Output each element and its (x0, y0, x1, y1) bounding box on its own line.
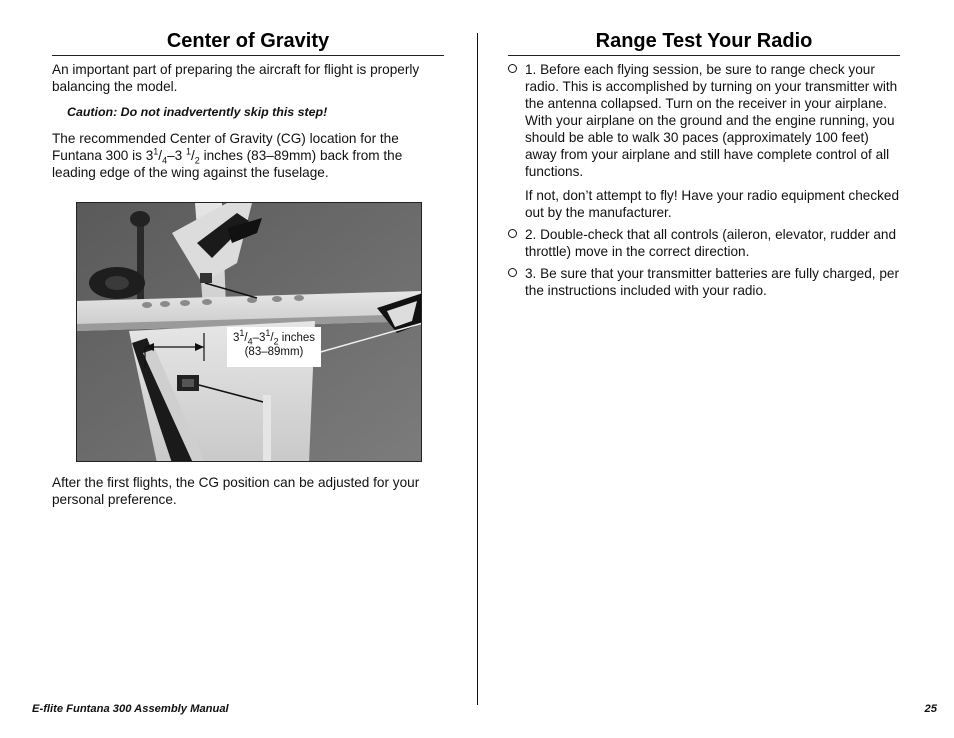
checklist-item-3 (508, 265, 900, 299)
footer-page-number: 25 (924, 703, 937, 715)
checkbox-circle-icon[interactable] (508, 64, 517, 73)
cg-location-paragraph: The recommended Center of Gravity (CG) location for the Funtana 300 is $3^1/_4-3$ $^1/_2$ inches (83–89mm) back from the leading edge of the wing against the fuselage. (52, 131, 403, 180)
cg-intro-paragraph: An important part of preparing the aircraft for flight is properly balancing the model. (52, 62, 420, 94)
cg-measurement-mm: (83–89mm) (244, 346, 304, 358)
range-test-section (508, 30, 900, 299)
checklist-item-2-text: 2. Double-check that all controls (aileron, elevator, rudder and throttle) move in the correct direction. (525, 227, 897, 259)
checklist-item-1-note: If not, don’t attempt to fly! Have your radio equipment checked out by the manufacturer. (525, 188, 900, 220)
checklist-item-1 (508, 61, 900, 180)
checkbox-circle-icon[interactable] (508, 229, 517, 238)
cg-after-paragraph: After the first flights, the CG position can be adjusted for your personal preference. (52, 475, 420, 507)
checklist-item-2 (508, 226, 900, 260)
cg-heading: Center of Gravity (52, 30, 444, 56)
checkbox-circle-icon[interactable] (508, 268, 517, 277)
checklist-item-1-text: 1. Before each flying session, be sure to range check your radio. This is accomplished by turning on your transmitter with the antenna collapsed. Turn on the receiver in your airplane. With your airplane on the ground and the engine running, you should be able to walk 30 paces (approximately 100 feet) away from your airplane and still have complete control of all functions. (525, 62, 898, 179)
cg-caution-note: Caution: Do not inadvertently skip this step! (67, 105, 328, 119)
center-of-gravity-section (52, 30, 444, 507)
footer-manual-title: E-flite Funtana 300 Assembly Manual (32, 703, 229, 715)
cg-measurement-label (230, 328, 318, 359)
column-divider (477, 33, 478, 705)
cg-photo (76, 202, 422, 462)
range-test-heading: Range Test Your Radio (508, 30, 900, 56)
checklist-item-3-text: 3. Be sure that your transmitter batteries are fully charged, per the instructions included with your radio. (525, 266, 900, 298)
cg-measurement-inches: $3^1/_4-3^1/_2$ inches (232, 328, 316, 347)
